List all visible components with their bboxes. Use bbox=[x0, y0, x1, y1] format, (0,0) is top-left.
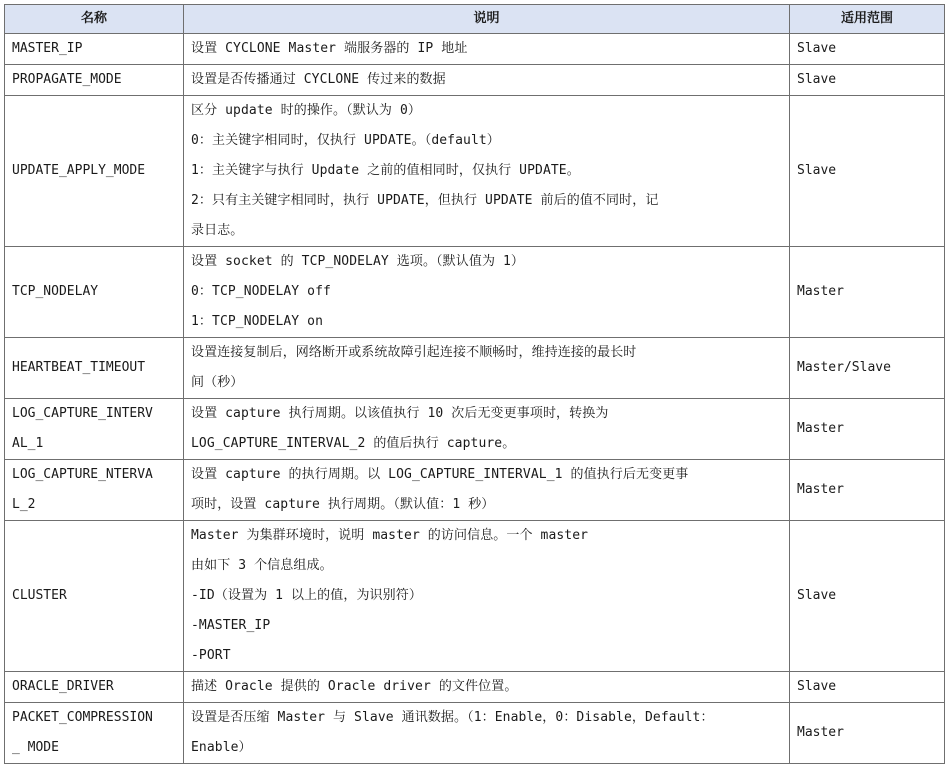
param-scope: Master bbox=[790, 460, 945, 521]
param-name-cell bbox=[5, 65, 184, 96]
param-name: LOG_CAPTURE_INTERV bbox=[12, 406, 153, 421]
param-description-cell bbox=[184, 672, 790, 703]
param-description-line: 由如下 3 个信息组成。 bbox=[191, 558, 333, 573]
table-row bbox=[5, 65, 945, 96]
param-name: UPDATE_APPLY_MODE bbox=[12, 163, 146, 178]
table-row bbox=[5, 96, 945, 247]
table-row bbox=[5, 460, 945, 521]
table-row bbox=[5, 34, 945, 65]
param-name: TCP_NODELAY bbox=[12, 284, 99, 299]
param-description-line: 1：主关键字与执行 Update 之前的值相同时，仅执行 UPDATE。 bbox=[191, 163, 580, 178]
param-name-cell bbox=[5, 96, 184, 247]
param-name: _ MODE bbox=[12, 740, 59, 755]
param-name-cell bbox=[5, 460, 184, 521]
param-description-line: 0：主关键字相同时，仅执行 UPDATE。（default） bbox=[191, 133, 500, 148]
param-description-cell bbox=[184, 65, 790, 96]
param-description-line: 1：TCP_NODELAY on bbox=[191, 314, 323, 329]
param-name-cell bbox=[5, 399, 184, 460]
table-row bbox=[5, 338, 945, 399]
param-scope: Slave bbox=[790, 521, 945, 672]
param-name: AL_1 bbox=[12, 436, 44, 451]
param-name: ORACLE_DRIVER bbox=[12, 679, 114, 694]
table-row bbox=[5, 672, 945, 703]
param-name-cell bbox=[5, 34, 184, 65]
param-description-line: 设置 socket 的 TCP_NODELAY 选项。（默认值为 1） bbox=[191, 254, 525, 269]
parameter-table bbox=[4, 4, 945, 764]
param-description-line: -ID（设置为 1 以上的值，为识别符） bbox=[191, 588, 422, 603]
param-description-line: 设置 capture 执行周期。以该值执行 10 次后无变更事项时，转换为 bbox=[191, 406, 609, 421]
param-description-line: 区分 update 时的操作。（默认为 0） bbox=[191, 103, 421, 118]
table-row bbox=[5, 521, 945, 672]
param-name: CLUSTER bbox=[12, 588, 67, 603]
param-description-cell bbox=[184, 399, 790, 460]
param-description-line: 设置是否压缩 Master 与 Slave 通讯数据。（1：Enable，0：Disable，Default： bbox=[191, 710, 714, 725]
param-scope: Slave bbox=[790, 65, 945, 96]
param-scope: Master bbox=[790, 703, 945, 764]
param-description-cell bbox=[184, 96, 790, 247]
param-description-line: 项时，设置 capture 执行周期。（默认值：1 秒） bbox=[191, 497, 495, 512]
param-name: HEARTBEAT_TIMEOUT bbox=[12, 360, 146, 375]
param-description-line: -MASTER_IP bbox=[191, 618, 271, 633]
param-name: PACKET_COMPRESSION bbox=[12, 710, 153, 725]
param-scope: Master/Slave bbox=[790, 338, 945, 399]
param-description-cell bbox=[184, 460, 790, 521]
param-description-line: 2：只有主关键字相同时，执行 UPDATE，但执行 UPDATE 前后的值不同时，记 bbox=[191, 193, 659, 208]
param-name-cell bbox=[5, 521, 184, 672]
param-description-line: 间（秒） bbox=[191, 375, 244, 390]
param-description-line: 设置 capture 的执行周期。以 LOG_CAPTURE_INTERVAL_1 的值执行后无变更事 bbox=[191, 467, 689, 482]
table-row bbox=[5, 247, 945, 338]
param-description-line: 描述 Oracle 提供的 Oracle driver 的文件位置。 bbox=[191, 679, 518, 694]
param-description-line: 0：TCP_NODELAY off bbox=[191, 284, 331, 299]
param-description-cell bbox=[184, 703, 790, 764]
param-name: LOG_CAPTURE_NTERVA bbox=[12, 467, 153, 482]
param-scope: Master bbox=[790, 399, 945, 460]
param-description-line: Enable） bbox=[191, 740, 252, 755]
header-scope: 适用范围 bbox=[790, 5, 945, 34]
param-name-cell bbox=[5, 247, 184, 338]
param-scope: Slave bbox=[790, 672, 945, 703]
param-description-line: 设置 CYCLONE Master 端服务器的 IP 地址 bbox=[191, 41, 468, 56]
param-description-line: -PORT bbox=[191, 648, 231, 663]
param-description-cell bbox=[184, 247, 790, 338]
param-name: MASTER_IP bbox=[12, 41, 83, 56]
param-name: PROPAGATE_MODE bbox=[12, 72, 122, 87]
table-body bbox=[5, 34, 945, 764]
param-description-line: Master 为集群环境时，说明 master 的访问信息。一个 master bbox=[191, 528, 589, 543]
param-description-line: LOG_CAPTURE_INTERVAL_2 的值后执行 capture。 bbox=[191, 436, 516, 451]
param-description-line: 录日志。 bbox=[191, 223, 244, 238]
param-name-cell bbox=[5, 338, 184, 399]
param-description-cell bbox=[184, 338, 790, 399]
param-scope: Slave bbox=[790, 34, 945, 65]
header-row bbox=[5, 5, 945, 34]
param-description-line: 设置连接复制后，网络断开或系统故障引起连接不顺畅时，维持连接的最长时 bbox=[191, 345, 637, 360]
header-description: 说明 bbox=[184, 5, 790, 34]
param-name: L_2 bbox=[12, 497, 36, 512]
header-name: 名称 bbox=[5, 5, 184, 34]
param-scope: Slave bbox=[790, 96, 945, 247]
table-row bbox=[5, 703, 945, 764]
param-description-cell bbox=[184, 521, 790, 672]
param-name-cell bbox=[5, 672, 184, 703]
param-name-cell bbox=[5, 703, 184, 764]
param-description-cell bbox=[184, 34, 790, 65]
param-description-line: 设置是否传播通过 CYCLONE 传过来的数据 bbox=[191, 72, 446, 87]
table-row bbox=[5, 399, 945, 460]
param-scope: Master bbox=[790, 247, 945, 338]
